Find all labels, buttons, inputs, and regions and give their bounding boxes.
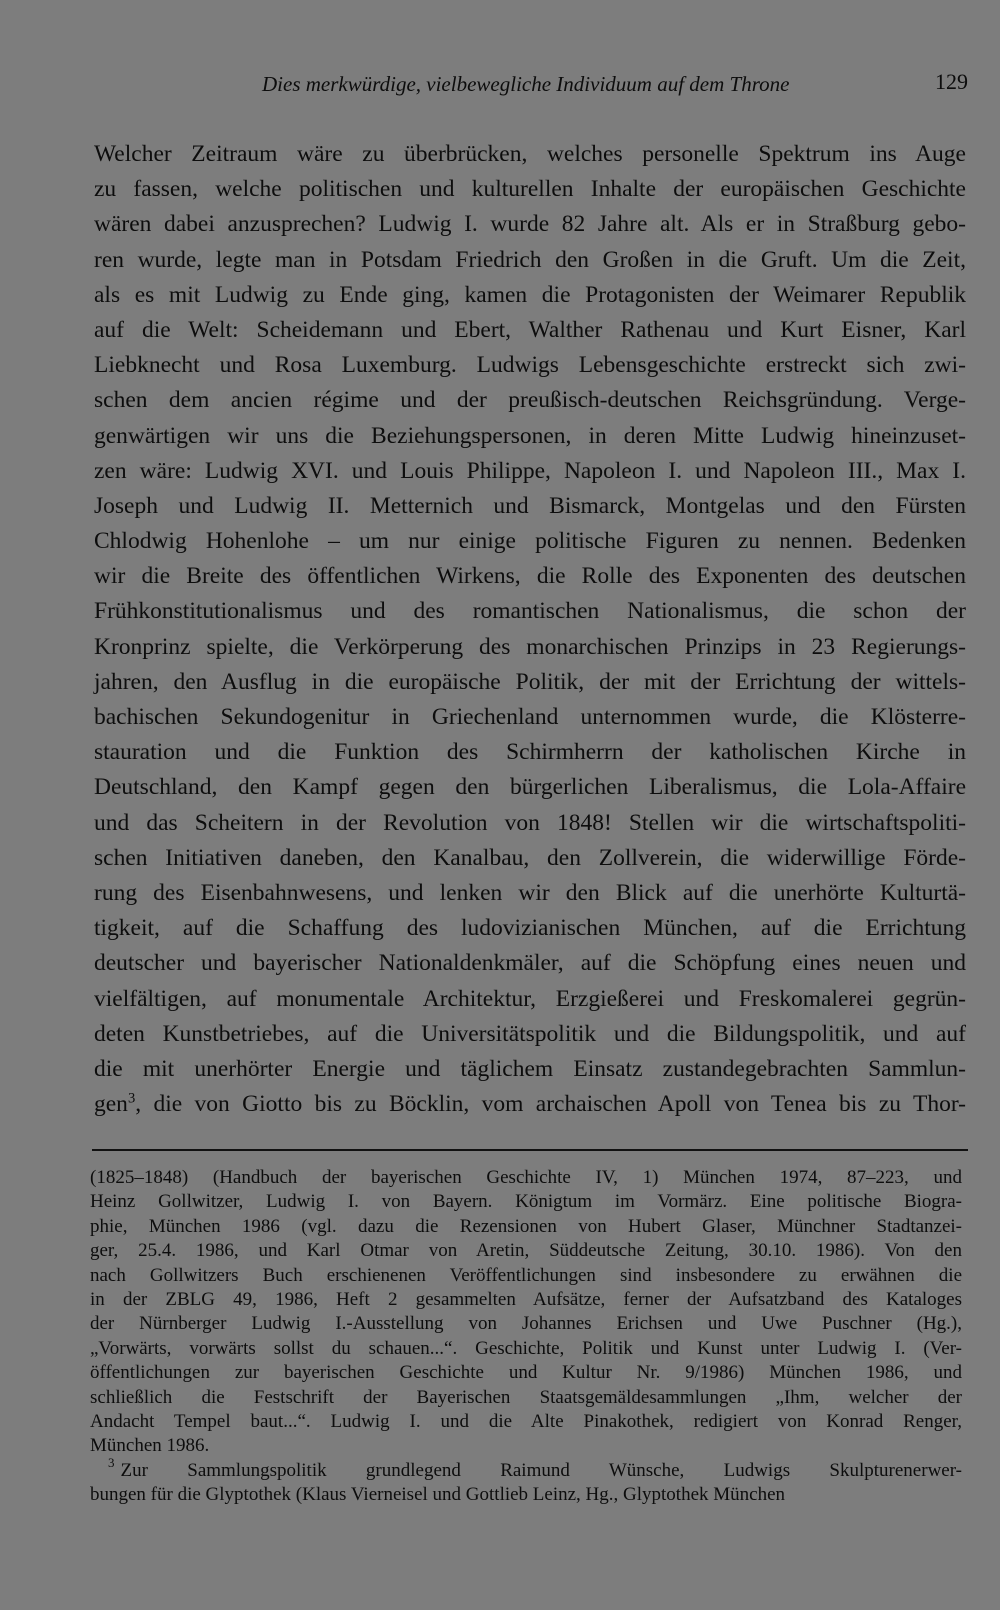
- text-line: zen wäre: Ludwig XVI. und Louis Philippe, Napoleon I. und Napoleon III., Max I.: [94, 457, 966, 484]
- footnote-line: nach Gollwitzers Buch erschienenen Veröffentlichungen sind insbesondere zu erwähnen die: [90, 1264, 962, 1286]
- footnote-line: München 1986.: [90, 1435, 210, 1457]
- text-line: als es mit Ludwig zu Ende ging, kamen die Protagonisten der Weimarer Republik: [94, 281, 966, 308]
- text-line: Welcher Zeitraum wäre zu überbrücken, welches personelle Spektrum ins Auge: [94, 141, 966, 167]
- text-line: jahren, den Ausflug in die europäische Politik, der mit der Errichtung der wittels-: [94, 668, 966, 695]
- text-line: die mit unerhörter Energie und täglichem Einsatz zustandegebrachten Sammlun-: [94, 1055, 966, 1082]
- footnote-reference: 3: [127, 1090, 136, 1107]
- footnotes: [90, 1166, 962, 1507]
- footnote-line: Heinz Gollwitzer, Ludwig I. von Bayern. Königtum im Vormärz. Eine politische Biogra-: [90, 1191, 962, 1213]
- text-line: und das Scheitern in der Revolution von 1848! Stellen wir die wirtschaftspoliti-: [94, 809, 966, 836]
- text-line: genwärtigen wir uns die Beziehungspersonen, in deren Mitte Ludwig hineinzuset-: [94, 422, 966, 449]
- text-line: Liebknecht und Rosa Luxemburg. Ludwigs Lebensgeschichte erstreckt sich zwi-: [94, 352, 966, 379]
- text-line: auf die Welt: Scheidemann und Ebert, Walther Rathenau und Kurt Eisner, Karl: [94, 316, 966, 343]
- text-line: Joseph und Ludwig II. Metternich und Bismarck, Montgelas und den Fürsten: [94, 492, 966, 519]
- text-line: stauration und die Funktion des Schirmherrn der katholischen Kirche in: [94, 739, 966, 766]
- text-line: wir die Breite des öffentlichen Wirkens, die Rolle des Exponenten des deutschen: [94, 563, 966, 590]
- text-line: rung des Eisenbahnwesens, und lenken wir den Blick auf die unerhörte Kulturtä-: [94, 879, 966, 906]
- footnote-3-line: bungen für die Glyptothek (Klaus Vierneisel und Gottlieb Leinz, Hg., Glyptothek München: [90, 1484, 786, 1506]
- footnote-line: phie, München 1986 (vgl. dazu die Rezensionen von Hubert Glaser, Münchner Stadtanzei-: [90, 1215, 962, 1237]
- footnote-line: ger, 25.4. 1986, und Karl Otmar von Aretin, Süddeutsche Zeitung, 30.10. 1986). Von den: [90, 1240, 962, 1262]
- running-title: Dies merkwürdige, vielbewegliche Individuum auf dem Throne: [262, 72, 790, 96]
- text-fragment: , die von Giotto bis zu Böcklin, vom archaischen Apoll von Tenea bis zu Thor-: [135, 1091, 966, 1118]
- text-line: deutscher und bayerischer Nationaldenkmäler, auf die Schöpfung eines neuen und: [94, 950, 966, 977]
- text-line: Deutschland, den Kampf gegen den bürgerlichen Liberalismus, die Lola-Affaire: [94, 774, 966, 801]
- text-line: Chlodwig Hohenlohe – um nur einige politische Figuren zu nennen. Bedenken: [94, 528, 966, 555]
- footnote-3-marker: 3: [108, 1455, 115, 1471]
- text-line-with-footnote-ref: [94, 1087, 966, 1122]
- footnote-divider: [92, 1149, 968, 1151]
- text-line: tigkeit, auf die Schaffung des ludovizianischen München, auf die Errichtung: [94, 915, 966, 942]
- text-line: zu fassen, welche politischen und kulturellen Inhalte der europäischen Geschichte: [94, 176, 966, 203]
- page-number: 129: [935, 69, 968, 94]
- footnote-line: öffentlichungen zur bayerischen Geschichte und Kultur Nr. 9/1986) München 1986, und: [90, 1362, 962, 1384]
- text-line: Kronprinz spielte, die Verkörperung des monarchischen Prinzips in 23 Regierungs-: [94, 633, 966, 660]
- text-line: Frühkonstitutionalismus und des romantischen Nationalismus, die schon der: [94, 598, 966, 625]
- main-text: [94, 137, 966, 1122]
- text-line: schen dem ancien régime und der preußisch-deutschen Reichsgründung. Verge-: [94, 387, 966, 414]
- text-line: deten Kunstbetriebes, auf die Universitätspolitik und die Bildungspolitik, und auf: [94, 1020, 966, 1047]
- footnote-3-line: [90, 1455, 962, 1483]
- footnote-line: „Vorwärts, vorwärts sollst du schauen...“. Geschichte, Politik und Kunst unter Ludwig I. (Ver-: [90, 1337, 962, 1359]
- footnote-line: in der ZBLG 49, 1986, Heft 2 gesammelten Aufsätze, ferner der Aufsatzband des Kataloges: [90, 1288, 962, 1310]
- text-line: bachischen Sekundogenitur in Griechenland unternommen wurde, die Klösterre-: [94, 704, 966, 730]
- text-line: ren wurde, legte man in Potsdam Friedrich den Großen in die Gruft. Um die Zeit,: [94, 246, 966, 273]
- footnote-line: (1825–1848) (Handbuch der bayerischen Geschichte IV, 1) München 1974, 87–223, und: [90, 1167, 962, 1188]
- footnote-line: schließlich die Festschrift der Bayerischen Staatsgemäldesammlungen „Ihm, welcher der: [90, 1386, 962, 1408]
- text-fragment: gen: [94, 1091, 128, 1118]
- footnote-3-text: Zur Sammlungspolitik grundlegend Raimund Wünsche, Ludwigs Skulpturenerwer-: [120, 1459, 962, 1481]
- footnote-line: der Nürnberger Ludwig I.-Ausstellung von Johannes Erichsen und Uwe Puschner (Hg.),: [90, 1313, 962, 1335]
- text-line: wären dabei anzusprechen? Ludwig I. wurde 82 Jahre alt. Als er in Straßburg gebo-: [94, 211, 966, 238]
- footnote-line: Andacht Tempel baut...“. Ludwig I. und die Alte Pinakothek, redigiert von Konrad Renger,: [90, 1410, 962, 1432]
- text-line: schen Initiativen daneben, den Kanalbau, den Zollverein, die widerwillige Förde-: [94, 844, 966, 871]
- text-line: vielfältigen, auf monumentale Architektur, Erzgießerei und Freskomalerei gegrün-: [94, 985, 966, 1012]
